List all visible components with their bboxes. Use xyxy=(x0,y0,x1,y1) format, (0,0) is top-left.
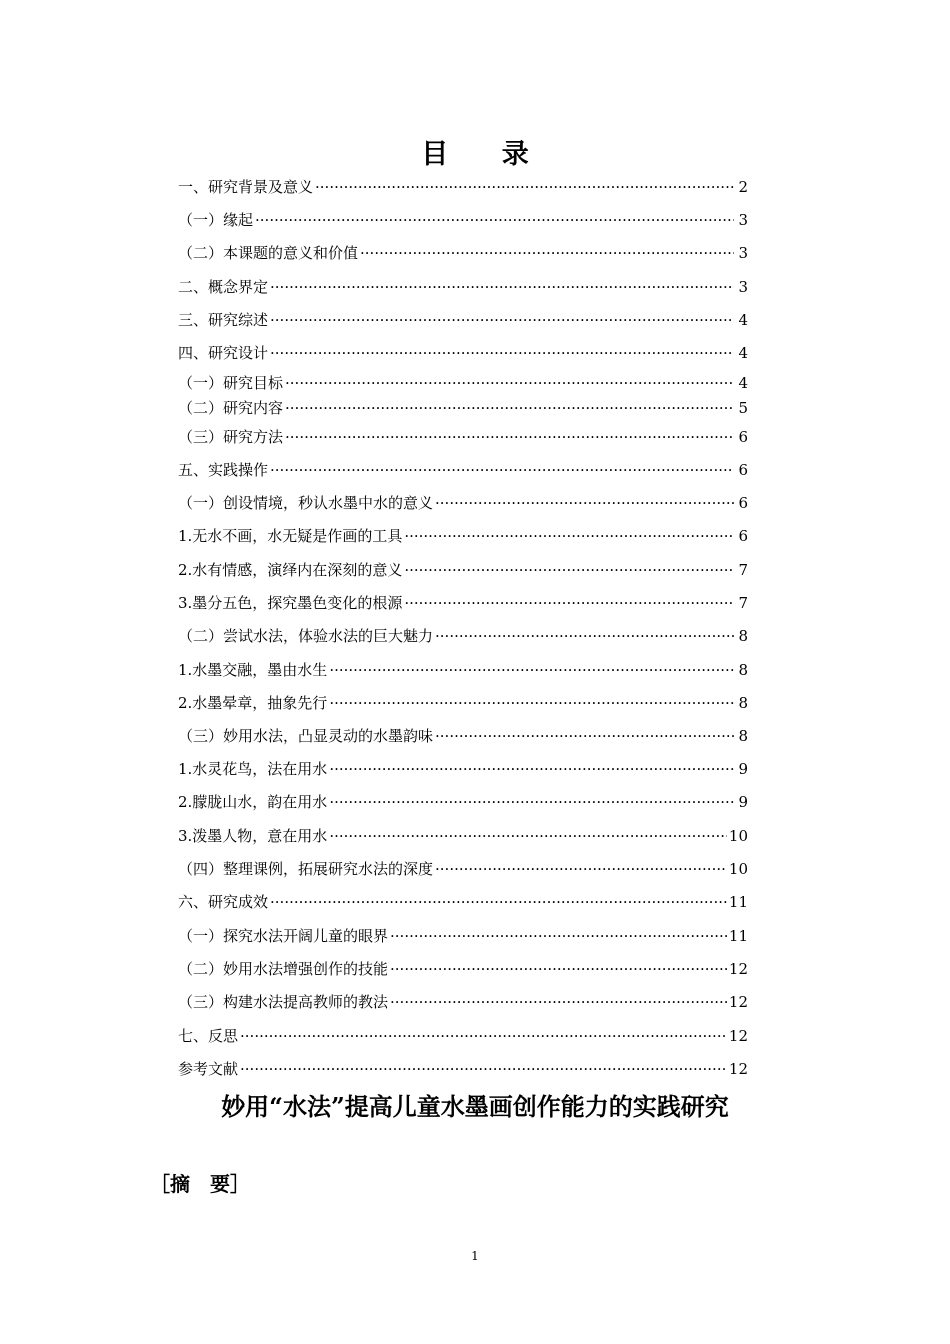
toc-entry-label: （二）妙用水法增强创作的技能 xyxy=(178,960,389,978)
toc-entry-page: 7 xyxy=(738,561,748,579)
toc-leader-dots xyxy=(435,727,734,745)
toc-entry[interactable] xyxy=(178,1060,748,1078)
toc-entry-label: （三）研究方法 xyxy=(178,428,284,446)
toc-leader-dots xyxy=(435,860,727,878)
toc-leader-dots xyxy=(404,594,734,612)
toc-entry-page: 12 xyxy=(728,1060,748,1078)
toc-entry-label: 四、研究设计 xyxy=(178,344,269,362)
toc-leader-dots xyxy=(390,960,727,978)
toc-entry[interactable] xyxy=(178,278,748,296)
toc-entry-label: 1.水墨交融，墨由水生 xyxy=(178,661,328,679)
toc-entry-page: 6 xyxy=(738,461,748,479)
toc-leader-dots xyxy=(240,1060,727,1078)
toc-entry[interactable] xyxy=(178,860,748,878)
toc-entry-page: 12 xyxy=(728,1027,748,1045)
toc-leader-dots xyxy=(329,694,734,712)
toc-leader-dots xyxy=(270,461,734,479)
page-number: 1 xyxy=(471,1249,479,1263)
toc-entry-page: 9 xyxy=(738,793,748,811)
toc-entry-page: 12 xyxy=(728,960,748,978)
toc-entry-label: （一）探究水法开阔儿童的眼界 xyxy=(178,927,389,945)
toc-entry-label: （一）缘起 xyxy=(178,211,254,229)
toc-entry[interactable] xyxy=(178,927,748,945)
toc-entry[interactable] xyxy=(178,594,748,612)
toc-entry-page: 12 xyxy=(728,993,748,1011)
toc-leader-dots xyxy=(285,399,734,417)
toc-entry[interactable] xyxy=(178,211,748,229)
toc-leader-dots xyxy=(390,927,727,945)
toc-entry-label: （四）整理课例，拓展研究水法的深度 xyxy=(178,860,434,878)
toc-entry-page: 11 xyxy=(728,927,748,945)
toc-leader-dots xyxy=(435,494,734,512)
toc-entry-page: 4 xyxy=(738,344,748,362)
toc-entry-page: 5 xyxy=(738,399,748,417)
toc-entry[interactable] xyxy=(178,827,748,845)
toc-entry[interactable] xyxy=(178,993,748,1011)
toc-entry-page: 3 xyxy=(738,211,748,229)
toc-entry-page: 6 xyxy=(738,428,748,446)
toc-entry-label: 五、实践操作 xyxy=(178,461,269,479)
toc-leader-dots xyxy=(404,561,734,579)
toc-entry[interactable] xyxy=(178,178,748,196)
toc-leader-dots xyxy=(390,993,727,1011)
toc-entry-label: 一、研究背景及意义 xyxy=(178,178,314,196)
toc-leader-dots xyxy=(270,278,734,296)
toc-entry-label: 2.水有情感，演绎内在深刻的意义 xyxy=(178,561,403,579)
toc-leader-dots xyxy=(329,661,734,679)
toc-leader-dots xyxy=(255,211,734,229)
toc-entry-label: 二、概念界定 xyxy=(178,278,269,296)
toc-entry-label: 3.泼墨人物，意在用水 xyxy=(178,827,328,845)
toc-entry-page: 8 xyxy=(738,627,748,645)
toc-leader-dots xyxy=(329,793,734,811)
toc-entry[interactable] xyxy=(178,461,748,479)
toc-leader-dots xyxy=(329,760,734,778)
toc-entry-page: 8 xyxy=(738,661,748,679)
toc-entry-page: 4 xyxy=(738,311,748,329)
toc-entry[interactable] xyxy=(178,244,748,262)
toc-entry-label: 1.无水不画，水无疑是作画的工具 xyxy=(178,527,403,545)
toc-entry-page: 3 xyxy=(738,278,748,296)
toc-leader-dots xyxy=(435,627,734,645)
toc-entry[interactable] xyxy=(178,399,748,417)
toc-leader-dots xyxy=(270,344,734,362)
toc-entry[interactable] xyxy=(178,311,748,329)
toc-entry-label: 1.水灵花鸟，法在用水 xyxy=(178,760,328,778)
toc-entry[interactable] xyxy=(178,374,748,392)
toc-entry[interactable] xyxy=(178,527,748,545)
toc-entry-page: 4 xyxy=(738,374,748,392)
toc-entry[interactable] xyxy=(178,727,748,745)
toc-entry-label: 2.朦胧山水，韵在用水 xyxy=(178,793,328,811)
toc-entry-page: 8 xyxy=(738,694,748,712)
toc-entry-page: 6 xyxy=(738,527,748,545)
toc-entry-page: 8 xyxy=(738,727,748,745)
toc-entry-label: （三）妙用水法，凸显灵动的水墨韵味 xyxy=(178,727,434,745)
toc-entry-page: 9 xyxy=(738,760,748,778)
toc-entry[interactable] xyxy=(178,494,748,512)
toc-entry-page: 2 xyxy=(738,178,748,196)
toc-leader-dots xyxy=(285,428,734,446)
toc-entry-label: （一）创设情境，秒认水墨中水的意义 xyxy=(178,494,434,512)
toc-entry-label: （二）研究内容 xyxy=(178,399,284,417)
toc-entry-page: 7 xyxy=(738,594,748,612)
toc-entry-label: 六、研究成效 xyxy=(178,893,269,911)
toc-entry-page: 3 xyxy=(738,244,748,262)
toc-leader-dots xyxy=(315,178,734,196)
toc-entry[interactable] xyxy=(178,893,748,911)
toc-entry-label: 2.水墨晕章，抽象先行 xyxy=(178,694,328,712)
toc-entry-label: 3.墨分五色，探究墨色变化的根源 xyxy=(178,594,403,612)
toc-entry-label: （二）本课题的意义和价值 xyxy=(178,244,359,262)
toc-leader-dots xyxy=(404,527,734,545)
toc-entry-label: 七、反思 xyxy=(178,1027,239,1045)
toc-entry[interactable] xyxy=(178,793,748,811)
toc-entry[interactable] xyxy=(178,694,748,712)
toc-entry[interactable] xyxy=(178,1027,748,1045)
toc-entry-page: 10 xyxy=(728,827,748,845)
toc-leader-dots xyxy=(240,1027,727,1045)
toc-entry-page: 10 xyxy=(728,860,748,878)
toc-entry[interactable] xyxy=(178,561,748,579)
toc-leader-dots xyxy=(285,374,734,392)
abstract-heading: ［摘 要］ xyxy=(150,1172,250,1196)
toc-entry-page: 6 xyxy=(738,494,748,512)
toc-entry[interactable] xyxy=(178,960,748,978)
toc-leader-dots xyxy=(270,893,727,911)
toc-entry[interactable] xyxy=(178,344,748,362)
toc-leader-dots xyxy=(270,311,734,329)
toc-title: 目 录 xyxy=(421,139,551,170)
toc-entry-label: 三、研究综述 xyxy=(178,311,269,329)
toc-entry[interactable] xyxy=(178,627,748,645)
toc-entry-page: 11 xyxy=(728,893,748,911)
toc-leader-dots xyxy=(329,827,727,845)
toc-entry[interactable] xyxy=(178,428,748,446)
toc-entry[interactable] xyxy=(178,760,748,778)
paper-title: 妙用“水法”提高儿童水墨画创作能力的实践研究 xyxy=(221,1092,729,1121)
toc-entry[interactable] xyxy=(178,661,748,679)
toc-entry-label: 参考文献 xyxy=(178,1060,239,1078)
toc-leader-dots xyxy=(360,244,734,262)
toc-entry-label: （二）尝试水法，体验水法的巨大魅力 xyxy=(178,627,434,645)
toc-entry-label: （一）研究目标 xyxy=(178,374,284,392)
toc-entry-label: （三）构建水法提高教师的教法 xyxy=(178,993,389,1011)
